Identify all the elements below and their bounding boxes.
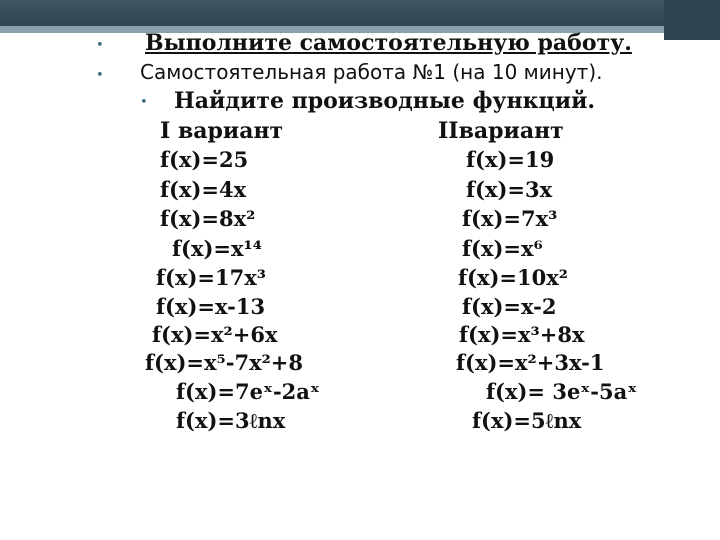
variant-2-function: f(x)=10x² bbox=[458, 265, 568, 290]
variant-1-function: f(x)=x¹⁴ bbox=[172, 236, 262, 261]
slide-subtitle: Самостоятельная работа №1 (на 10 минут). bbox=[140, 60, 603, 84]
variant-1-function: f(x)=7eˣ-2aˣ bbox=[176, 379, 320, 404]
variant-2-function: f(x)=x-2 bbox=[462, 294, 557, 319]
variant-2-function: f(x)=7x³ bbox=[462, 206, 558, 231]
bullet-icon: • bbox=[96, 68, 104, 83]
variant-1-function: f(x)=3ℓnx bbox=[176, 408, 286, 433]
variant-1-function: f(x)=8x² bbox=[160, 206, 256, 231]
variant-2-header: IIвариант bbox=[438, 118, 564, 144]
variant-1-function: f(x)=4x bbox=[160, 177, 247, 202]
slide-corner-block bbox=[664, 0, 720, 40]
variant-2-function: f(x)=5ℓnx bbox=[472, 408, 582, 433]
variant-2-function: f(x)=3x bbox=[466, 177, 553, 202]
variant-1-function: f(x)=25 bbox=[160, 147, 249, 172]
variant-1-function: f(x)=17x³ bbox=[156, 265, 266, 290]
variant-2-function: f(x)=19 bbox=[466, 147, 555, 172]
variant-2-function: f(x)= 3eˣ-5aˣ bbox=[486, 379, 638, 404]
variant-2-function: f(x)=x⁶ bbox=[462, 236, 543, 261]
variant-2-function: f(x)=x²+3x-1 bbox=[456, 350, 605, 375]
slide-header-bar bbox=[0, 0, 720, 26]
bullet-icon: • bbox=[96, 38, 104, 53]
variant-2-function: f(x)=x³+8x bbox=[459, 322, 585, 347]
bullet-icon: • bbox=[140, 95, 148, 110]
task-heading: Найдите производные функций. bbox=[174, 88, 596, 114]
variant-1-function: f(x)=x-13 bbox=[156, 294, 266, 319]
variant-1-function: f(x)=x⁵-7x²+8 bbox=[145, 350, 303, 375]
slide-title: Выполните самостоятельную работу. bbox=[145, 30, 632, 56]
variant-1-function: f(x)=x²+6x bbox=[152, 322, 278, 347]
variant-1-header: I вариант bbox=[160, 118, 284, 144]
